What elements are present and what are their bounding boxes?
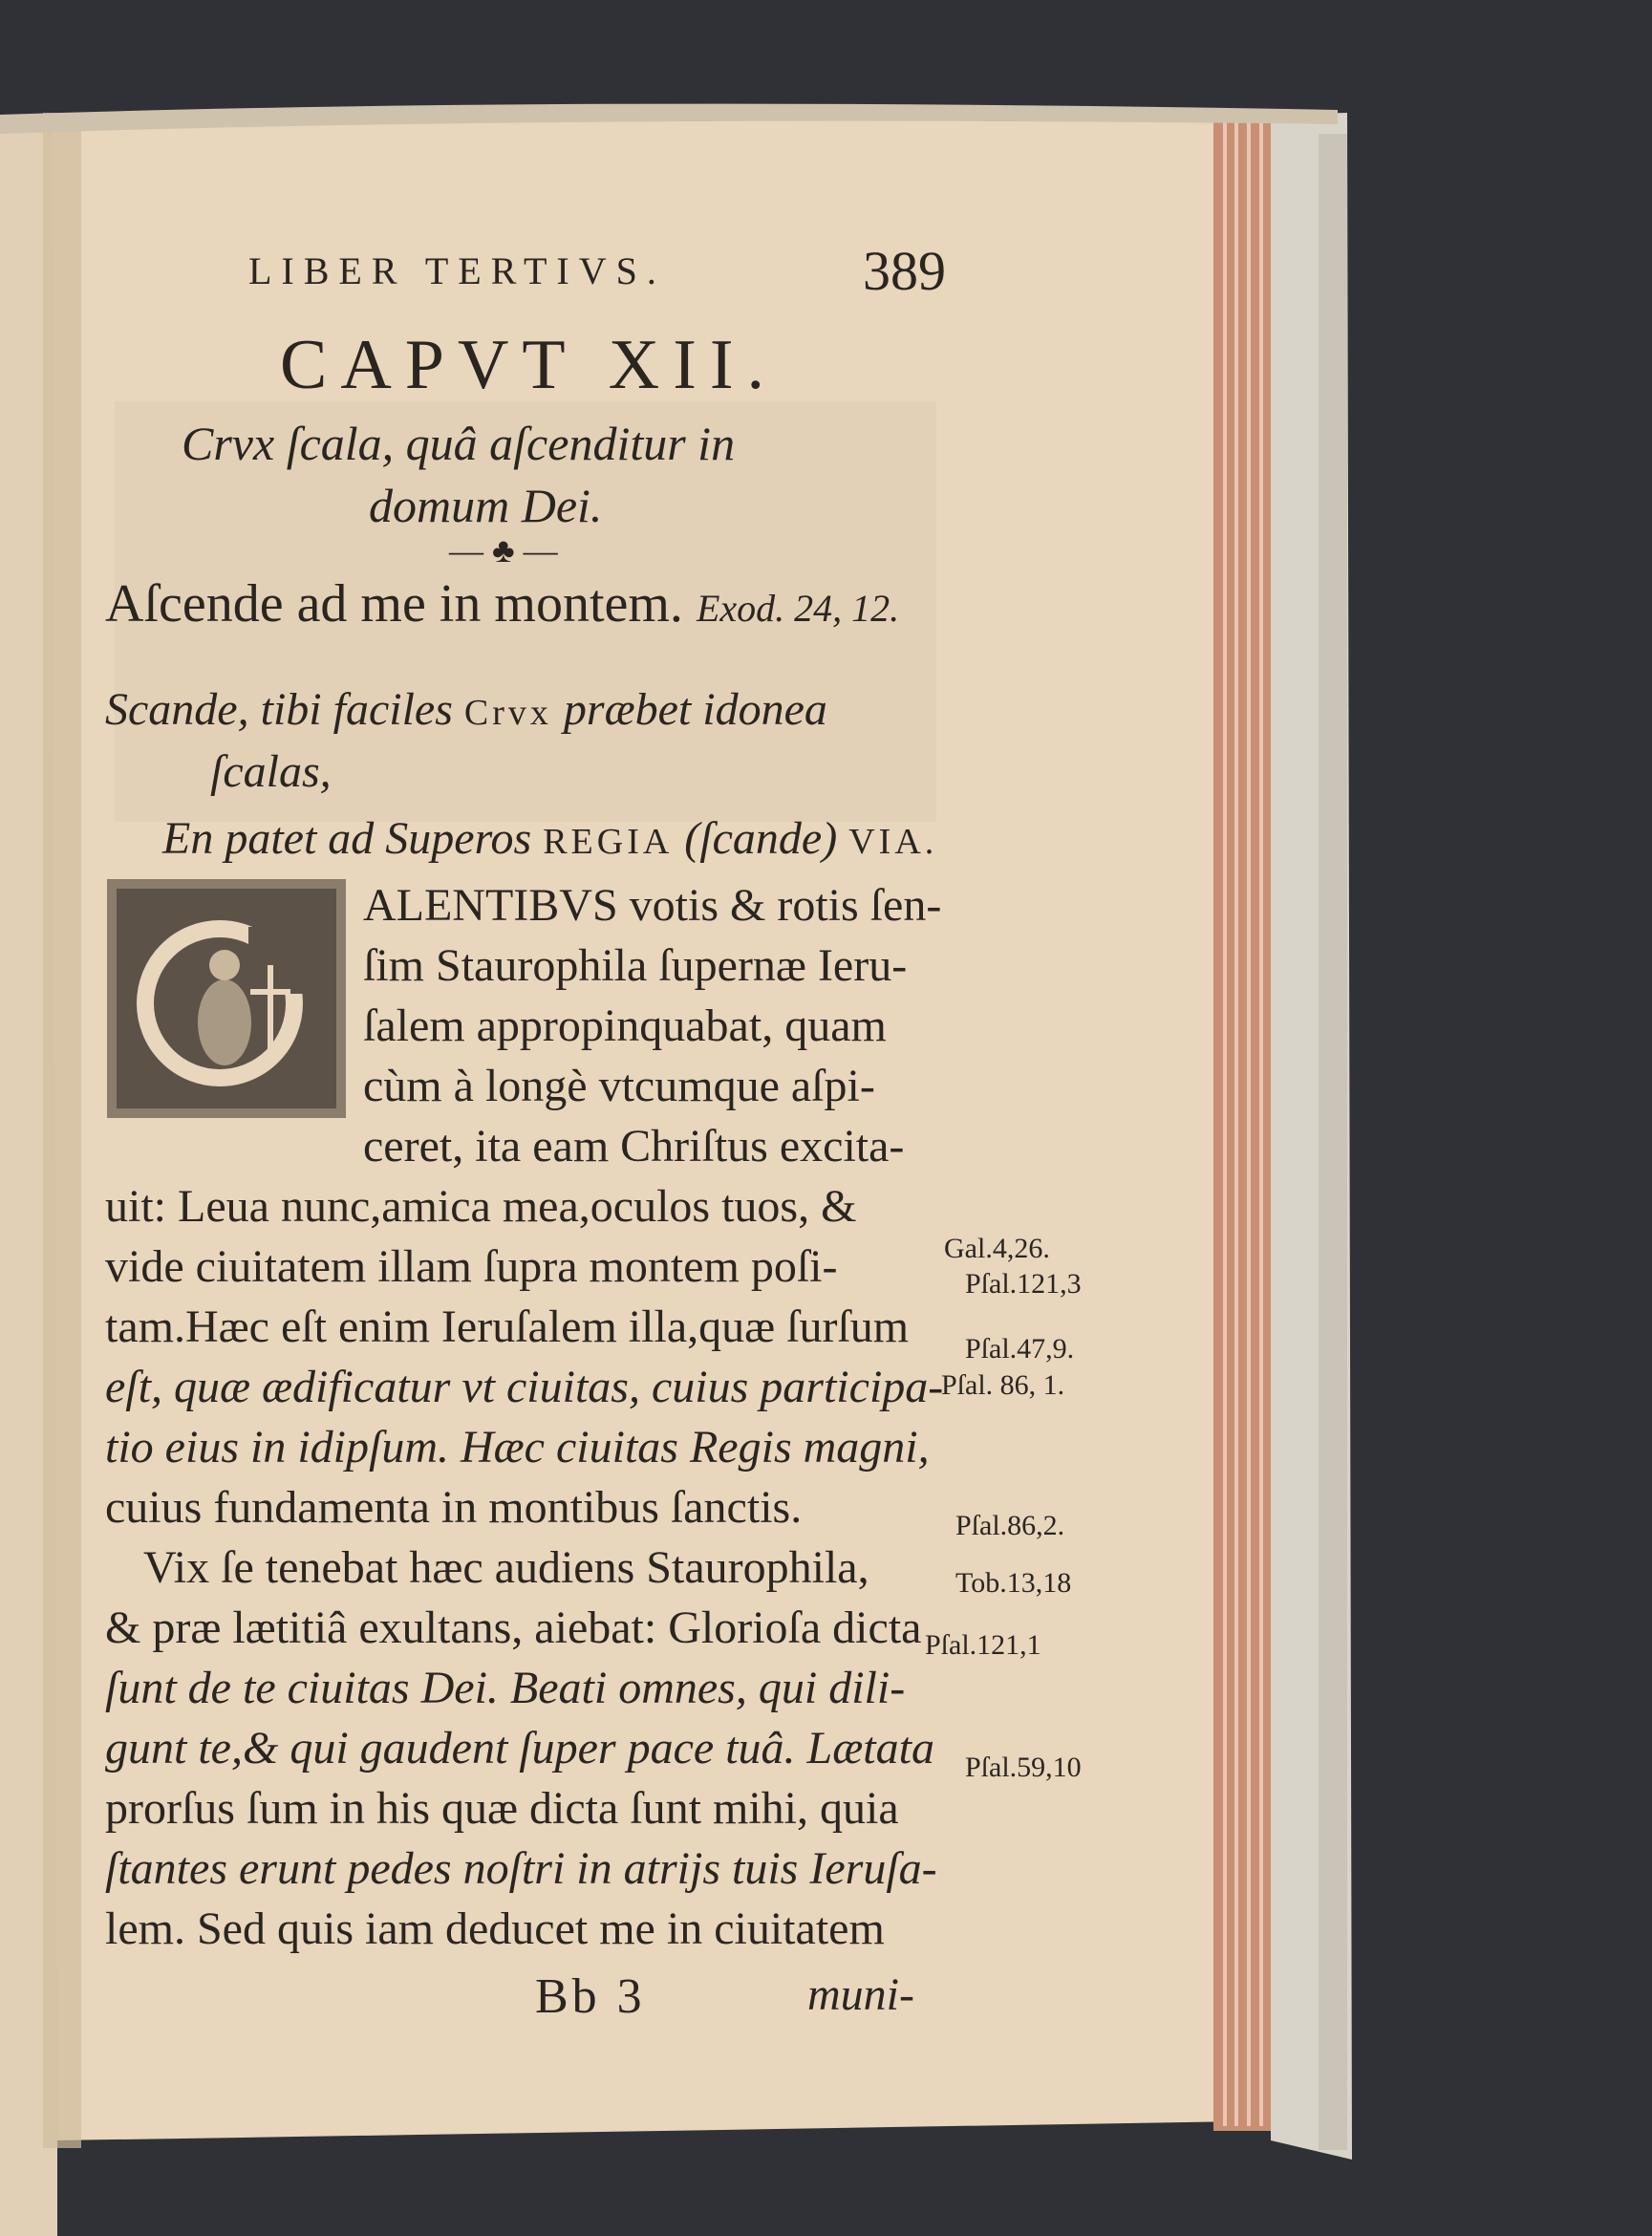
body-line: lem. Sed quis iam deducet me in ciuitatem — [105, 1903, 885, 1954]
margin-note: Pſal.47,9. — [965, 1333, 1075, 1365]
verse-1b: Crvx — [463, 693, 552, 733]
body-line: ſalem appropinquabat, quam — [363, 1000, 887, 1051]
body-line: uit: Leua nunc,amica mea,oculos tuos, & — [105, 1181, 857, 1232]
body-line: ſim Staurophila ſupernæ Ieru- — [363, 940, 908, 991]
margin-note: Gal.4,26. — [944, 1233, 1050, 1264]
verse-line-2: ſcalas, — [210, 746, 332, 797]
ornament: — ♣ — — [449, 531, 558, 570]
body-line: cùm à longè vtcumque aſpi- — [363, 1061, 875, 1111]
body-line: ALENTIBVS votis & rotis ſen- — [363, 880, 942, 931]
signature-mark: Bb 3 — [535, 1969, 646, 2024]
verse-3d: VIA. — [848, 822, 938, 862]
body-line: eſt, quæ ædificatur vt ciuitas, cuius participa- — [105, 1362, 944, 1412]
epigraph-text: Aſcende ad me in montem. — [105, 574, 683, 634]
catchword: muni- — [807, 1969, 914, 2020]
verse-1a: Scande, tibi faciles — [105, 684, 453, 735]
margin-note: Pſal.121,3 — [965, 1268, 1082, 1300]
running-head: LIBER TERTIVS. — [248, 249, 666, 292]
margin-note: Tob.13,18 — [955, 1567, 1072, 1599]
page-text — [105, 239, 965, 2150]
verse-line-1 — [105, 683, 827, 736]
body-line: gunt te,& qui gaudent ſuper pace tuâ. Lætata — [105, 1723, 934, 1774]
body-line: ſunt de te ciuitas Dei. Beati omnes, qui dili- — [105, 1663, 906, 1713]
margin-note: Pſal.86,2. — [955, 1510, 1065, 1541]
verse-1c: præbet idonea — [563, 684, 827, 735]
body-line: tio eius in idipſum. Hæc ciuitas Regis magni, — [105, 1422, 930, 1473]
body-line: tam.Hæc eſt enim Ieruſalem illa,quæ ſurſum — [105, 1301, 910, 1352]
margin-note: Pſal.121,1 — [925, 1629, 1041, 1661]
margin-note: Pſal. 86, 1. — [941, 1369, 1065, 1401]
page-number: 389 — [863, 240, 946, 302]
body-line: cuius fundamenta in montibus ſanctis. — [105, 1482, 803, 1533]
body-line: ceret, ita eam Chriſtus excita- — [363, 1121, 905, 1172]
body-line: Vix ſe tenebat hæc audiens Staurophila, — [143, 1542, 869, 1593]
epigraph-reference: Exod. 24, 12. — [696, 587, 900, 630]
body-line: prorſus ſum in his quæ dicta ſunt mihi, quia — [105, 1783, 899, 1834]
chapter-title: CAPVT XII. — [280, 326, 778, 404]
margin-note: Pſal.59,10 — [965, 1752, 1082, 1783]
body-line: & præ lætitiâ exultans, aiebat: Glorioſa dicta — [105, 1602, 922, 1653]
verse-3c: (ſcande) — [684, 813, 838, 864]
verse-line-3 — [162, 812, 937, 865]
body-line: vide ciuitatem illam ſupra montem poſi- — [105, 1241, 838, 1292]
chapter-subtitle-line-2: domum Dei. — [369, 479, 603, 532]
verse-3a: En patet ad Superos — [162, 813, 532, 864]
chapter-subtitle-line-1: Crvx ſcala, quâ aſcenditur in — [182, 417, 736, 470]
body-line: ſtantes erunt pedes noſtri in atrijs tuis Ieruſa- — [105, 1843, 937, 1894]
verse-3b: REGIA — [543, 822, 674, 862]
epigraph — [105, 573, 899, 634]
